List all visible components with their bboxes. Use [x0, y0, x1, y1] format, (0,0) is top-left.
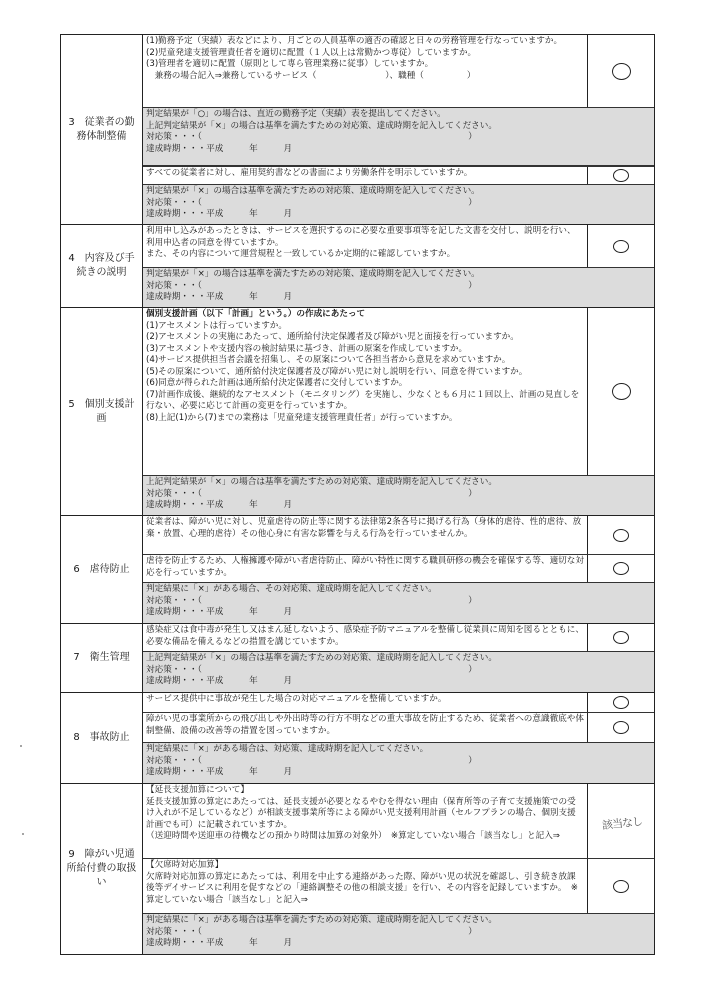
- section-5: [61, 308, 654, 516]
- question-row: [143, 516, 654, 555]
- judgment-cell[interactable]: [587, 693, 654, 712]
- judgment-cell[interactable]: [587, 713, 654, 742]
- response-instructions[interactable]: 判定結果に「×」がある場合、その対応策、達成時期を記入してください。 対応策・・・（ ） 達成時期・・・平成 年 月: [143, 583, 654, 623]
- question-row: [143, 859, 654, 914]
- response-row: [143, 914, 654, 954]
- judgment-cell[interactable]: [587, 624, 654, 651]
- judgment-circle-mark: [613, 631, 629, 644]
- question-row: [143, 693, 654, 713]
- section-7: [61, 624, 654, 693]
- section-6: [61, 516, 654, 624]
- response-instructions[interactable]: 判定結果が「×」の場合は基準を満たすための対応策、達成時期を記入してください。 対応策・・・（ ） 達成時期・・・平成 年 月: [143, 185, 654, 224]
- response-instructions[interactable]: 上記判定結果が「×」の場合は基準を満たすための対応策、達成時期を記入してください。 対応策・・・（ ） 達成時期・・・平成 年 月: [143, 652, 654, 692]
- question-row: [143, 713, 654, 743]
- judgment-circle-mark: [613, 880, 629, 893]
- response-row: [143, 743, 654, 783]
- question-row: [143, 166, 654, 185]
- response-row: [143, 108, 654, 166]
- question-text: 障がい児の事業所からの飛び出しや外出時等の行方不明などの重大事故を防止するため、従業者への意識徹底や体制整備、設備の改善等の措置を図っていますか。: [146, 714, 584, 736]
- question-text: [143, 859, 587, 913]
- section-label: 6 虐待防止: [61, 516, 143, 623]
- section-label: 5 個別支援計 画: [61, 308, 143, 515]
- judgment-circle-mark: [612, 383, 631, 400]
- response-row: [143, 652, 654, 692]
- question-row: [143, 225, 654, 268]
- judgment-cell[interactable]: [587, 859, 654, 913]
- question-text: (1)勤務予定（実績）表などにより、月ごとの人員基準の適否の確認と日々の労務管理を行なっていますか。 (2)児童発達支援管理責任者を適切に配置（１人以上は常勤かつ専従）していますか。 (3)管理者を適切に配置（原則として専ら管理業務に従事）していますか。 兼務の場合記入⇒兼務しているサービス（ ）、職種（ ）: [146, 36, 563, 81]
- judgment-circle-mark: [613, 240, 629, 253]
- question-text: 虐待を防止するため、人権擁護や障がい者虐待防止、障がい特性に関する職員研修の機会を確保する等、適切な対応を行っていますか。: [146, 556, 584, 578]
- question-body: 欠席時対応加算の算定にあたっては、利用を中止する連絡があった際、障がい児の状況を確認し、引き続き放課後等デイサービスに利用を促すなどの「連絡調整その他の相談支援」を行い、その内容を記録していますか。 ※算定していない場合「該当なし」と記入⇒: [146, 871, 578, 905]
- response-instructions[interactable]: 上記判定結果が「×」の場合は基準を満たすための対応策、達成時期を記入してください。 対応策・・・（ ） 達成時期・・・平成 年 月: [143, 476, 654, 515]
- question-heading: 【欠席時対応加算】: [146, 860, 224, 870]
- section-label: 9 障がい児通 所給付費の取扱 い: [61, 784, 143, 954]
- response-row: [143, 185, 654, 224]
- judgment-cell[interactable]: [587, 555, 654, 582]
- judgment-circle-mark: [613, 696, 629, 709]
- question-row: [143, 624, 654, 652]
- question-text: すべての従業者に対し、雇用契約書などの書面により労働条件を明示していますか。: [146, 168, 473, 178]
- section-4: [61, 225, 654, 308]
- section-label: 8 事故防止: [61, 693, 143, 783]
- section-9: [61, 784, 654, 954]
- judgment-circle-mark: [612, 63, 631, 80]
- response-instructions[interactable]: 判定結果が「×」の場合は基準を満たすための対応策、達成時期を記入してください。 対応策・・・（ ） 達成時期・・・平成 年 月: [143, 268, 654, 307]
- question-text: 利用申し込みがあったときは、サービスを選択するのに必要な重要事項等を記した文書を交付し、説明を行い、利用申込者の同意を得ていますか。 また、その内容について運営規程と一致しているか定期的に確認していますか。: [146, 226, 576, 259]
- question-text: 感染症又は食中毒が発生し又はまん延しないよう、感染症予防マニュアルを整備し従業員に周知を図るとともに、必要な備品を備えるなどの措置を講じていますか。: [146, 625, 584, 647]
- question-text: 従業者は、障がい児に対し、児童虐待の防止等に関する法律第2条各号に掲げる行為（身体的虐待、性的虐待、放棄・放置、心理的虐待）その他心身に有害な影響を与える行為を行っていませんか。: [146, 517, 582, 539]
- section-8: [61, 693, 654, 784]
- question-text: [143, 784, 587, 858]
- judgment-cell[interactable]: [587, 167, 654, 184]
- section-label: 4 内容及び手 続きの説明: [61, 225, 143, 307]
- question-body: 延長支援加算の算定にあたっては、延長支援が必要となるやむを得ない理由（保育所等の子育て支援施策での受け入れが不足しているなど）が相談支援事業所等による障がい児支援利用計画（セルフプランの場合、個別支援計画でも可）に記載されていますか。 （送迎時間や送迎車の待機などの預かり時間は加算の対象外） ※算定していない場合「該当なし」と記入⇒: [146, 796, 576, 841]
- section-label: 7 衛生管理: [61, 624, 143, 692]
- judgment-circle-mark: [613, 721, 629, 734]
- question-row: [143, 35, 654, 108]
- response-row: [143, 476, 654, 515]
- judgment-cell[interactable]: [587, 516, 654, 554]
- question-row: [143, 784, 654, 859]
- judgment-cell[interactable]: [587, 784, 654, 858]
- response-row: [143, 583, 654, 623]
- judgment-circle-mark: [613, 562, 629, 575]
- question-text: [143, 308, 587, 475]
- response-instructions[interactable]: 判定結果が「○」の場合は、直近の勤務予定（実績）表を提出してください。 上記判定結果が「×」の場合は基準を満たすための対応策、達成時期を記入してください。 対応策・・・（ ） 達成時期・・・平成 年 月: [143, 108, 654, 165]
- scan-speck: [20, 745, 22, 747]
- question-heading: 個別支援計画（以下「計画」という。）の作成にあたって: [146, 309, 366, 319]
- checklist-table: [60, 34, 655, 955]
- question-row: [143, 555, 654, 583]
- handwritten-not-applicable: 該当なし: [601, 815, 643, 833]
- judgment-cell[interactable]: [587, 225, 654, 267]
- section-label: 3 従業者の勤 務体制整備: [61, 35, 143, 224]
- question-text: サービス提供中に事故が発生した場合の対応マニュアルを整備していますか。: [146, 694, 447, 704]
- question-row: [143, 308, 654, 476]
- response-instructions[interactable]: 判定結果に「×」がある場合は、対応策、達成時期を記入してください。 対応策・・・（ ） 達成時期・・・平成 年 月: [143, 743, 654, 783]
- judgment-cell[interactable]: [587, 308, 654, 475]
- judgment-circle-mark: [613, 169, 629, 182]
- section-3: [61, 35, 654, 225]
- response-instructions[interactable]: 判定結果に「×」がある場合は基準を満たすための対応策、達成時期を記入してください。 対応策・・・（ ） 達成時期・・・平成 年 月: [143, 914, 654, 954]
- judgment-cell[interactable]: [587, 35, 654, 107]
- judgment-circle-mark: [613, 529, 629, 542]
- question-body: (1)アセスメントは行っていますか。 (2)アセスメントの実施にあたって、通所給付決定保護者及び障がい児と面接を行っていますか。 (3)アセスメントや支援内容の検討結果に基づき、計画の原案を作成していますか。 (4)サービス提供担当者会議を招集し、その原案について各担当者から意見を求めていますか。 (5)その原案について、通所給付決定保護者及び障がい児に対し説明を行い、同意を得ていますか。 (6)同意が得られた計画は通所給付決定保護者に交付していますか。 (7)計画作成後、継続的なアセスメント（モニタリング）を実施し、少なくとも６月に１回以上、計画の見直しを行ない、必要に応じて計画の変更を行っていますか。 (8)上記(1)から(7)までの業務は「児童発達支援管理責任者」が行っていますか。: [146, 320, 580, 423]
- question-heading: 【延長支援加算について】: [146, 785, 249, 795]
- scan-speck: [22, 833, 24, 835]
- response-row: [143, 268, 654, 307]
